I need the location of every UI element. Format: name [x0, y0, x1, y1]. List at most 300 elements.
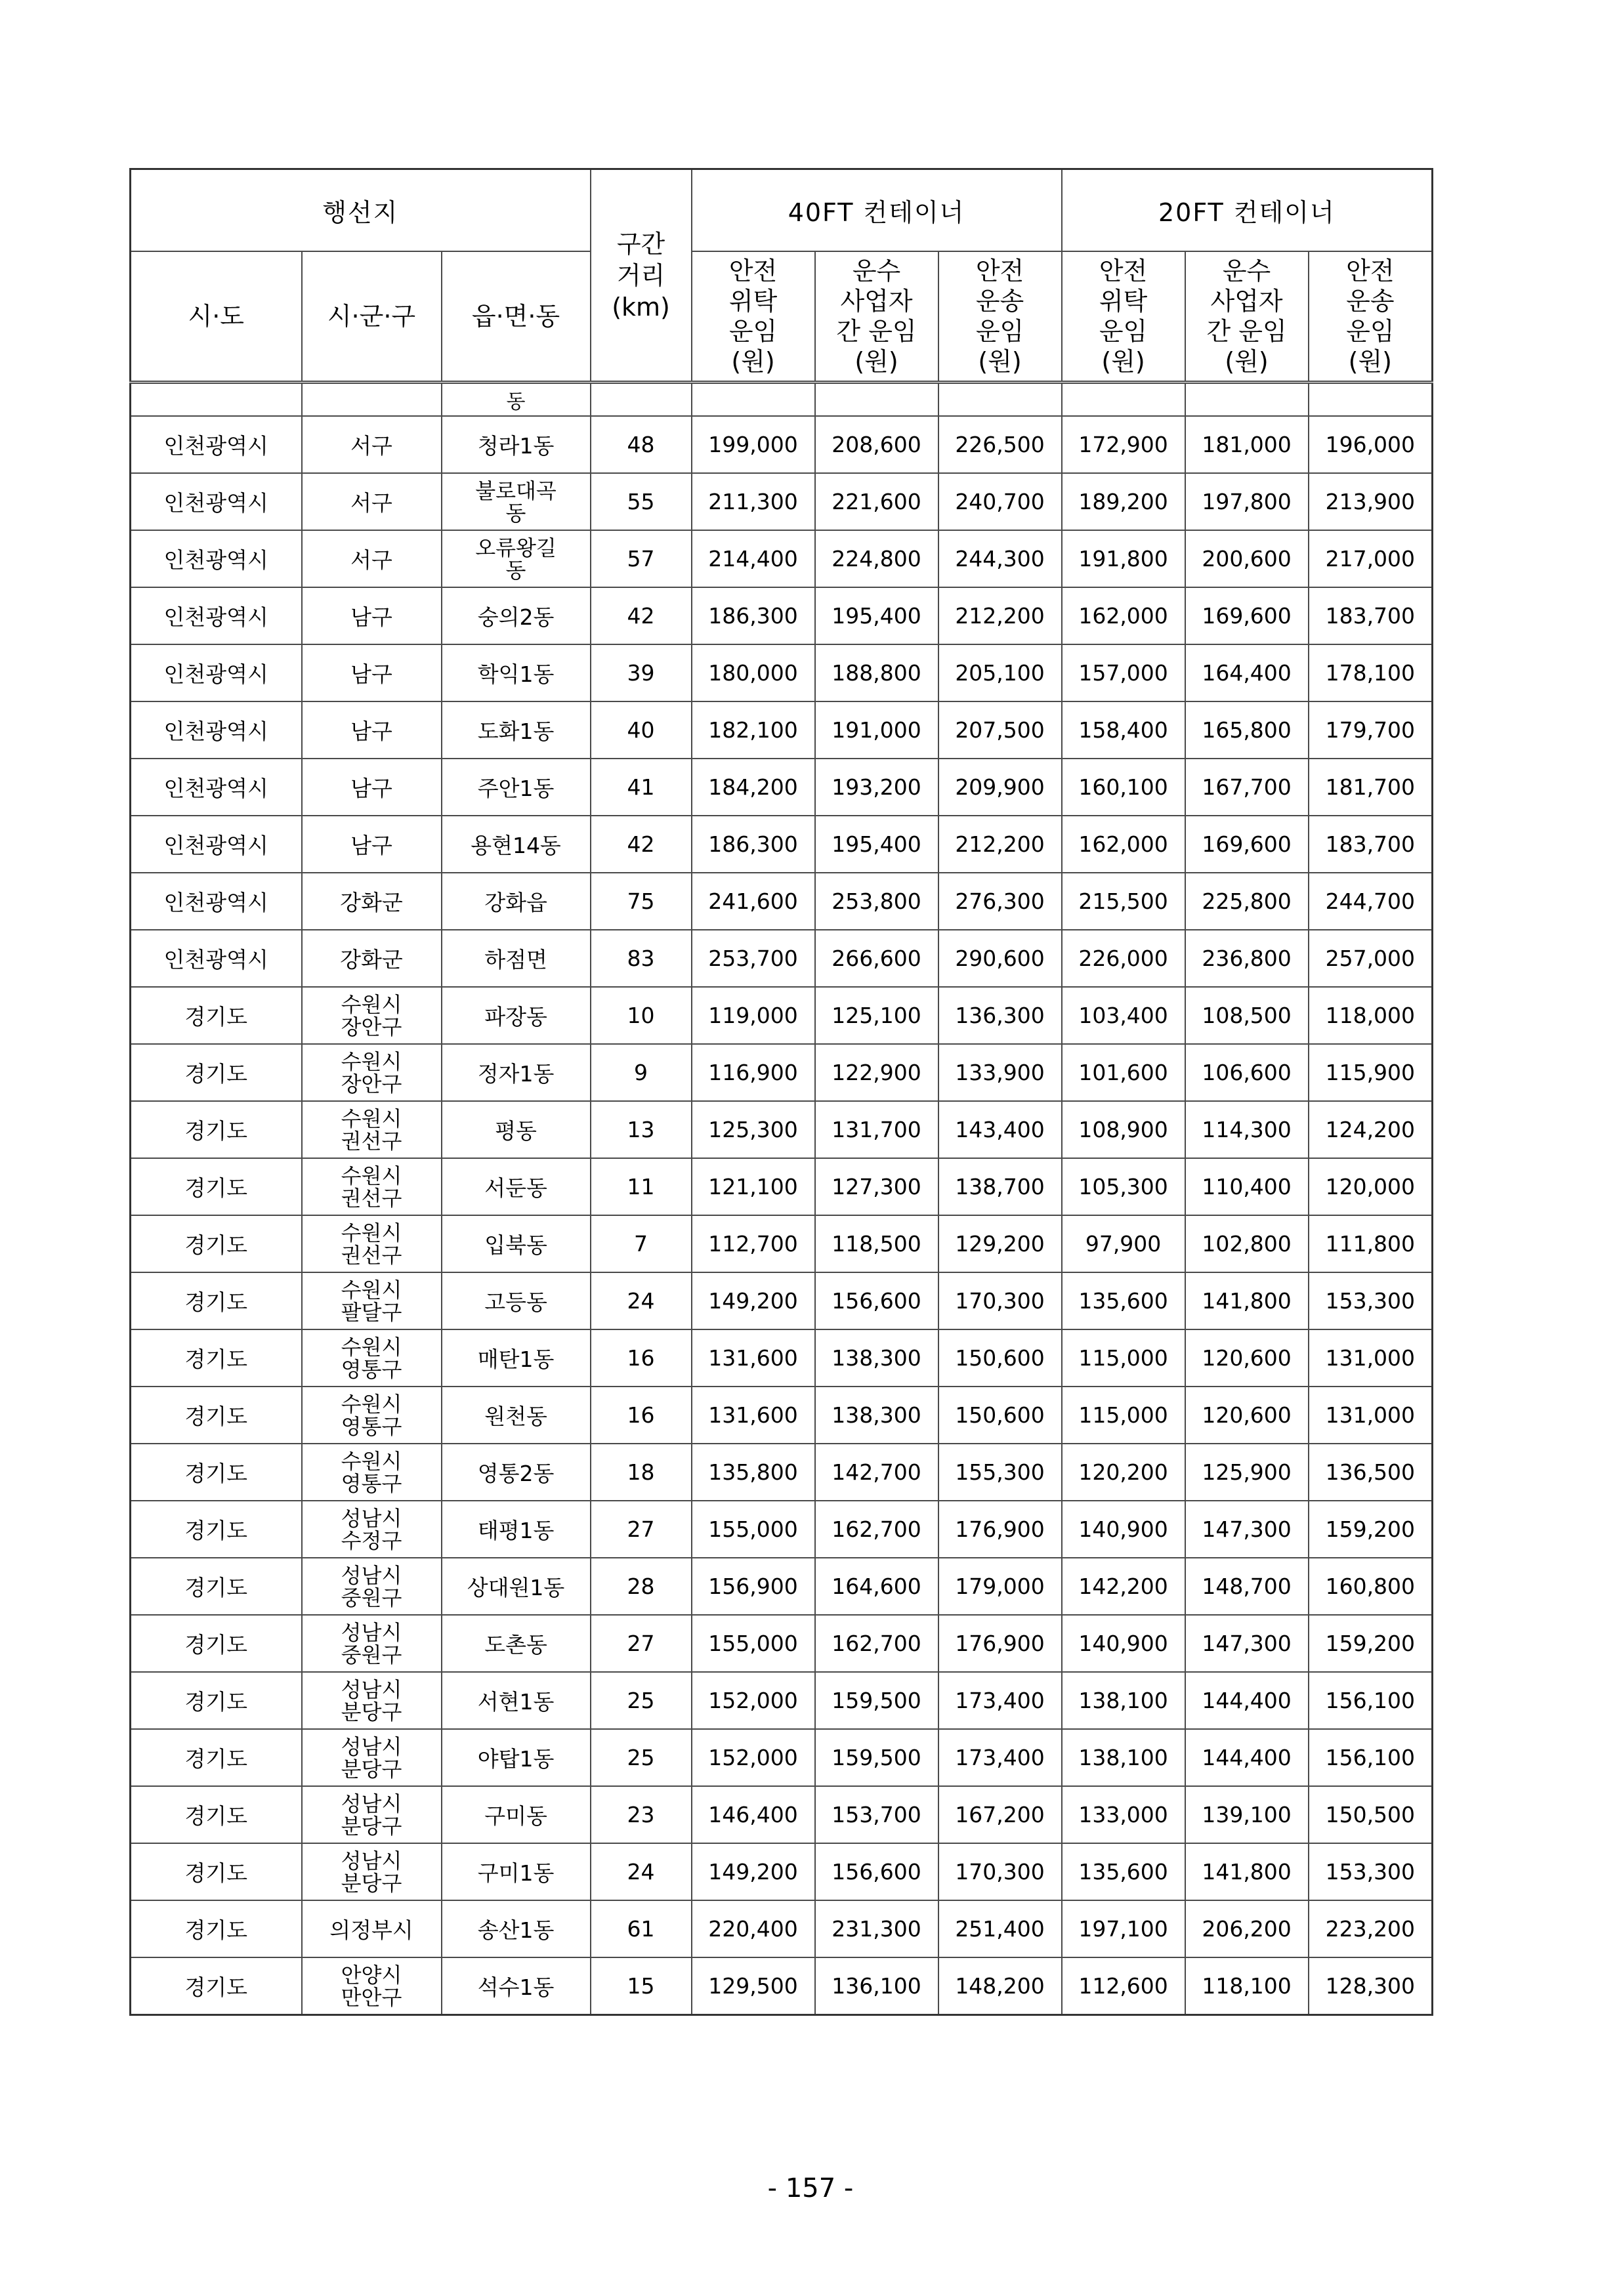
40ft-safe-transport-cell: 129,200: [938, 1215, 1062, 1272]
distance-cell: 25: [591, 1672, 692, 1729]
sido-header: 시·도: [131, 251, 302, 383]
20ft-safe-transport-cell: 179,700: [1309, 701, 1433, 759]
sigungu-cell: 수원시 권선구: [302, 1158, 442, 1215]
40ft-safe-transport-cell: 240,700: [938, 473, 1062, 530]
sido-cell: 경기도: [131, 1444, 302, 1501]
sigungu-cell: 성남시 중원구: [302, 1615, 442, 1672]
40ft-safe-consign-cell: 241,600: [692, 873, 815, 930]
table-row: [131, 1729, 1433, 1786]
40ft-safe-transport-cell: 150,600: [938, 1387, 1062, 1444]
dong-cell: 서현1동: [442, 1672, 591, 1729]
40ft-between-carriers-header: 운수 사업자 간 운임 (원): [815, 251, 938, 383]
sigungu-cell: 성남시 분당구: [302, 1672, 442, 1729]
20ft-safe-transport-cell: 183,700: [1309, 587, 1433, 644]
20ft-between-carriers-cell: 147,300: [1185, 1501, 1309, 1558]
sigungu-cell: 의정부시: [302, 1900, 442, 1957]
20ft-between-carriers-cell: 225,800: [1185, 873, 1309, 930]
20ft-between-carriers-cell: 139,100: [1185, 1786, 1309, 1843]
distance-cell: 48: [591, 416, 692, 473]
40ft-safe-consign-cell: 121,100: [692, 1158, 815, 1215]
20ft-safe-consign-cell: 120,200: [1062, 1444, 1185, 1501]
20ft-between-carriers-cell: 125,900: [1185, 1444, 1309, 1501]
table-row: [131, 1387, 1433, 1444]
20ft-safe-transport-header: 안전 운송 운임 (원): [1309, 251, 1433, 383]
distance-cell: 10: [591, 987, 692, 1044]
distance-cell: 41: [591, 759, 692, 816]
40ft-safe-transport-cell: 212,200: [938, 587, 1062, 644]
40ft-safe-transport-cell: 173,400: [938, 1672, 1062, 1729]
20ft-safe-consign-cell: 215,500: [1062, 873, 1185, 930]
20ft-between-carriers-cell: 110,400: [1185, 1158, 1309, 1215]
distance-cell: 23: [591, 1786, 692, 1843]
20ft-between-carriers-cell: 102,800: [1185, 1215, 1309, 1272]
table-body: [131, 383, 1433, 2015]
20ft-between-carriers-cell: 197,800: [1185, 473, 1309, 530]
dong-cell: 주안1동: [442, 759, 591, 816]
destination-header: 행선지: [131, 169, 591, 251]
20ft-safe-transport-cell: 244,700: [1309, 873, 1433, 930]
sido-cell: 경기도: [131, 1501, 302, 1558]
40ft-safe-transport-cell: 148,200: [938, 1957, 1062, 2015]
sigungu-cell: 남구: [302, 816, 442, 873]
40ft-between-carriers-cell: 159,500: [815, 1729, 938, 1786]
20ft-safe-consign-cell: 138,100: [1062, 1672, 1185, 1729]
table-row: [131, 1101, 1433, 1158]
distance-cell: 24: [591, 1843, 692, 1900]
sido-cell: 경기도: [131, 1786, 302, 1843]
sido-cell: 인천광역시: [131, 930, 302, 987]
20ft-between-carriers-cell: 169,600: [1185, 816, 1309, 873]
40ft-safe-consign-cell: 152,000: [692, 1672, 815, 1729]
40ft-safe-transport-cell: 179,000: [938, 1558, 1062, 1615]
20ft-between-carriers-cell: 114,300: [1185, 1101, 1309, 1158]
40ft-between-carriers-cell: 193,200: [815, 759, 938, 816]
sigungu-header: 시·군·구: [302, 251, 442, 383]
sigungu-cell: 안양시 만안구: [302, 1957, 442, 2015]
20ft-between-carriers-cell: 141,800: [1185, 1272, 1309, 1329]
sido-cell: 경기도: [131, 1957, 302, 2015]
20ft-between-carriers-cell: 181,000: [1185, 416, 1309, 473]
table-row: [131, 1444, 1433, 1501]
eupmyeondong-header: 읍·면·동: [442, 251, 591, 383]
sido-cell: 인천광역시: [131, 816, 302, 873]
20ft-safe-consign-cell: 162,000: [1062, 816, 1185, 873]
sido-cell: 경기도: [131, 1672, 302, 1729]
20ft-safe-consign-cell: 101,600: [1062, 1044, 1185, 1101]
20ft-safe-consign-cell: 97,900: [1062, 1215, 1185, 1272]
dong-cell: 학익1동: [442, 644, 591, 701]
sido-cell: 경기도: [131, 1843, 302, 1900]
40ft-safe-transport-cell: 138,700: [938, 1158, 1062, 1215]
sigungu-cell: 수원시 권선구: [302, 1215, 442, 1272]
distance-cell: 57: [591, 530, 692, 587]
20ft-between-carriers-cell: 106,600: [1185, 1044, 1309, 1101]
20ft-safe-transport-cell: 196,000: [1309, 416, 1433, 473]
20ft-between-carriers-cell: 148,700: [1185, 1558, 1309, 1615]
20ft-safe-transport-cell: 213,900: [1309, 473, 1433, 530]
40ft-safe-consign-cell: 119,000: [692, 987, 815, 1044]
table-row: [131, 930, 1433, 987]
table-row: [131, 1272, 1433, 1329]
dong-cell: 파장동: [442, 987, 591, 1044]
20ft-safe-consign-cell: 135,600: [1062, 1272, 1185, 1329]
distance-cell: 27: [591, 1615, 692, 1672]
sido-cell: 경기도: [131, 1215, 302, 1272]
40ft-safe-transport-cell: 212,200: [938, 816, 1062, 873]
40ft-between-carriers-cell: 156,600: [815, 1843, 938, 1900]
40ft-safe-consign-cell: 199,000: [692, 416, 815, 473]
sido-cell: 인천광역시: [131, 473, 302, 530]
sido-cell: 경기도: [131, 1387, 302, 1444]
20ft-safe-consign-cell: 103,400: [1062, 987, 1185, 1044]
20ft-safe-transport-cell: 153,300: [1309, 1272, 1433, 1329]
40ft-safe-transport-header: 안전 운송 운임 (원): [938, 251, 1062, 383]
40ft-safe-consign-cell: 131,600: [692, 1329, 815, 1387]
20ft-safe-consign-cell: 112,600: [1062, 1957, 1185, 2015]
20ft-safe-transport-cell: 181,700: [1309, 759, 1433, 816]
40ft-safe-transport-cell: 155,300: [938, 1444, 1062, 1501]
20ft-safe-transport-cell: 124,200: [1309, 1101, 1433, 1158]
20ft-between-carriers-cell: 165,800: [1185, 701, 1309, 759]
40ft-between-carriers-cell: 224,800: [815, 530, 938, 587]
40ft-safe-consign-cell: 131,600: [692, 1387, 815, 1444]
40ft-between-carriers-cell: 138,300: [815, 1329, 938, 1387]
distance-cell: 40: [591, 701, 692, 759]
table-row: [131, 1957, 1433, 2015]
20ft-safe-consign-cell: 108,900: [1062, 1101, 1185, 1158]
sigungu-cell: 남구: [302, 587, 442, 644]
sido-cell: 인천광역시: [131, 701, 302, 759]
40ft-between-carriers-cell: 125,100: [815, 987, 938, 1044]
20ft-safe-transport-cell: 118,000: [1309, 987, 1433, 1044]
sido-cell: 경기도: [131, 1615, 302, 1672]
distance-cell: 39: [591, 644, 692, 701]
distance-cell: 42: [591, 816, 692, 873]
40ft-between-carriers-cell: 231,300: [815, 1900, 938, 1957]
40ft-between-carriers-cell: 208,600: [815, 416, 938, 473]
40ft-safe-transport-cell: 290,600: [938, 930, 1062, 987]
20ft-safe-consign-cell: 172,900: [1062, 416, 1185, 473]
dong-cell: 하점면: [442, 930, 591, 987]
40ft-safe-consign-cell: 184,200: [692, 759, 815, 816]
table-row: [131, 759, 1433, 816]
20ft-safe-transport-cell: 160,800: [1309, 1558, 1433, 1615]
40ft-between-carriers-cell: 188,800: [815, 644, 938, 701]
sido-cell: 인천광역시: [131, 530, 302, 587]
40ft-between-carriers-cell: 138,300: [815, 1387, 938, 1444]
40ft-safe-transport-cell: 207,500: [938, 701, 1062, 759]
dong-cell: 숭의2동: [442, 587, 591, 644]
20ft-safe-transport-cell: 178,100: [1309, 644, 1433, 701]
40ft-safe-consign-cell: 155,000: [692, 1615, 815, 1672]
table-row: [131, 530, 1433, 587]
distance-cell: 25: [591, 1729, 692, 1786]
table-row: [131, 473, 1433, 530]
20ft-safe-consign-cell: 191,800: [1062, 530, 1185, 587]
40ft-safe-transport-cell: 136,300: [938, 987, 1062, 1044]
dong-cell: 청라1동: [442, 416, 591, 473]
40ft-between-carriers-cell: 162,700: [815, 1615, 938, 1672]
20ft-safe-consign-cell: 105,300: [1062, 1158, 1185, 1215]
continuation-dong: 동: [442, 383, 591, 417]
20ft-safe-consign-cell: 160,100: [1062, 759, 1185, 816]
40ft-safe-consign-cell: 180,000: [692, 644, 815, 701]
20ft-safe-transport-cell: 131,000: [1309, 1387, 1433, 1444]
40ft-safe-transport-cell: 176,900: [938, 1615, 1062, 1672]
dong-cell: 석수1동: [442, 1957, 591, 2015]
20ft-between-carriers-cell: 236,800: [1185, 930, 1309, 987]
dong-cell: 도촌동: [442, 1615, 591, 1672]
table-row: [131, 1558, 1433, 1615]
40ft-between-carriers-cell: 118,500: [815, 1215, 938, 1272]
40ft-safe-consign-cell: 116,900: [692, 1044, 815, 1101]
table-row: [131, 816, 1433, 873]
dong-cell: 강화읍: [442, 873, 591, 930]
sigungu-cell: 성남시 수정구: [302, 1501, 442, 1558]
20ft-safe-transport-cell: 128,300: [1309, 1957, 1433, 2015]
20ft-safe-consign-header: 안전 위탁 운임 (원): [1062, 251, 1185, 383]
40ft-between-carriers-cell: 164,600: [815, 1558, 938, 1615]
40ft-between-carriers-cell: 122,900: [815, 1044, 938, 1101]
40ft-safe-transport-cell: 276,300: [938, 873, 1062, 930]
20ft-safe-transport-cell: 153,300: [1309, 1843, 1433, 1900]
group-20ft-header: 20FT 컨테이너: [1062, 169, 1433, 251]
20ft-safe-transport-cell: 111,800: [1309, 1215, 1433, 1272]
sido-cell: 경기도: [131, 1900, 302, 1957]
dong-cell: 고등동: [442, 1272, 591, 1329]
table-row: [131, 1672, 1433, 1729]
sigungu-cell: 수원시 장안구: [302, 1044, 442, 1101]
20ft-between-carriers-cell: 141,800: [1185, 1843, 1309, 1900]
20ft-safe-consign-cell: 157,000: [1062, 644, 1185, 701]
distance-cell: 15: [591, 1957, 692, 2015]
page-number: - 157 -: [767, 2173, 854, 2203]
dong-cell: 송산1동: [442, 1900, 591, 1957]
distance-cell: 18: [591, 1444, 692, 1501]
40ft-between-carriers-cell: 195,400: [815, 816, 938, 873]
20ft-safe-consign-cell: 197,100: [1062, 1900, 1185, 1957]
40ft-between-carriers-cell: 195,400: [815, 587, 938, 644]
20ft-safe-consign-cell: 158,400: [1062, 701, 1185, 759]
40ft-safe-transport-cell: 173,400: [938, 1729, 1062, 1786]
20ft-safe-transport-cell: 159,200: [1309, 1501, 1433, 1558]
table-row: [131, 1501, 1433, 1558]
dong-cell: 오류왕길 동: [442, 530, 591, 587]
40ft-between-carriers-cell: 266,600: [815, 930, 938, 987]
40ft-between-carriers-cell: 153,700: [815, 1786, 938, 1843]
sigungu-cell: 성남시 분당구: [302, 1786, 442, 1843]
dong-cell: 태평1동: [442, 1501, 591, 1558]
distance-cell: 24: [591, 1272, 692, 1329]
sido-cell: 경기도: [131, 1329, 302, 1387]
sigungu-cell: 수원시 권선구: [302, 1101, 442, 1158]
20ft-safe-consign-cell: 189,200: [1062, 473, 1185, 530]
sigungu-cell: 남구: [302, 759, 442, 816]
20ft-between-carriers-cell: 167,700: [1185, 759, 1309, 816]
40ft-safe-transport-cell: 133,900: [938, 1044, 1062, 1101]
20ft-between-carriers-cell: 147,300: [1185, 1615, 1309, 1672]
distance-cell: 27: [591, 1501, 692, 1558]
20ft-between-carriers-header: 운수 사업자 간 운임 (원): [1185, 251, 1309, 383]
20ft-safe-transport-cell: 159,200: [1309, 1615, 1433, 1672]
40ft-between-carriers-cell: 131,700: [815, 1101, 938, 1158]
40ft-between-carriers-cell: 127,300: [815, 1158, 938, 1215]
sigungu-cell: 강화군: [302, 873, 442, 930]
sido-cell: 경기도: [131, 1729, 302, 1786]
sido-cell: 경기도: [131, 1044, 302, 1101]
dong-cell: 입북동: [442, 1215, 591, 1272]
40ft-between-carriers-cell: 159,500: [815, 1672, 938, 1729]
40ft-safe-consign-cell: 152,000: [692, 1729, 815, 1786]
40ft-safe-consign-cell: 112,700: [692, 1215, 815, 1272]
table-row: [131, 1786, 1433, 1843]
dong-cell: 야탑1동: [442, 1729, 591, 1786]
20ft-safe-transport-cell: 156,100: [1309, 1672, 1433, 1729]
table-row: [131, 1843, 1433, 1900]
40ft-safe-consign-cell: 125,300: [692, 1101, 815, 1158]
40ft-safe-consign-cell: 220,400: [692, 1900, 815, 1957]
20ft-safe-transport-cell: 156,100: [1309, 1729, 1433, 1786]
sigungu-cell: 수원시 영통구: [302, 1329, 442, 1387]
sido-cell: 인천광역시: [131, 644, 302, 701]
20ft-between-carriers-cell: 164,400: [1185, 644, 1309, 701]
20ft-safe-transport-cell: 131,000: [1309, 1329, 1433, 1387]
40ft-safe-consign-cell: 182,100: [692, 701, 815, 759]
40ft-safe-consign-cell: 155,000: [692, 1501, 815, 1558]
dong-cell: 상대원1동: [442, 1558, 591, 1615]
40ft-safe-transport-cell: 176,900: [938, 1501, 1062, 1558]
sigungu-cell: 강화군: [302, 930, 442, 987]
20ft-safe-consign-cell: 115,000: [1062, 1329, 1185, 1387]
table-row: [131, 587, 1433, 644]
continuation-row: [131, 383, 1433, 417]
40ft-safe-transport-cell: 209,900: [938, 759, 1062, 816]
20ft-safe-transport-cell: 217,000: [1309, 530, 1433, 587]
40ft-safe-consign-cell: 211,300: [692, 473, 815, 530]
40ft-between-carriers-cell: 136,100: [815, 1957, 938, 2015]
20ft-safe-consign-cell: 133,000: [1062, 1786, 1185, 1843]
table-row: [131, 1900, 1433, 1957]
20ft-safe-transport-cell: 257,000: [1309, 930, 1433, 987]
dong-cell: 서둔동: [442, 1158, 591, 1215]
20ft-safe-consign-cell: 162,000: [1062, 587, 1185, 644]
distance-cell: 28: [591, 1558, 692, 1615]
20ft-between-carriers-cell: 120,600: [1185, 1329, 1309, 1387]
20ft-safe-transport-cell: 223,200: [1309, 1900, 1433, 1957]
40ft-safe-transport-cell: 167,200: [938, 1786, 1062, 1843]
distance-cell: 9: [591, 1044, 692, 1101]
distance-cell: 7: [591, 1215, 692, 1272]
distance-cell: 42: [591, 587, 692, 644]
20ft-between-carriers-cell: 144,400: [1185, 1672, 1309, 1729]
40ft-between-carriers-cell: 191,000: [815, 701, 938, 759]
dong-cell: 영통2동: [442, 1444, 591, 1501]
20ft-between-carriers-cell: 108,500: [1185, 987, 1309, 1044]
table-row: [131, 1615, 1433, 1672]
sido-cell: 경기도: [131, 1558, 302, 1615]
40ft-safe-consign-cell: 186,300: [692, 816, 815, 873]
20ft-safe-consign-cell: 140,900: [1062, 1501, 1185, 1558]
table-row: [131, 1329, 1433, 1387]
20ft-between-carriers-cell: 120,600: [1185, 1387, 1309, 1444]
40ft-between-carriers-cell: 156,600: [815, 1272, 938, 1329]
dong-cell: 도화1동: [442, 701, 591, 759]
sigungu-cell: 수원시 영통구: [302, 1444, 442, 1501]
sido-cell: 경기도: [131, 1272, 302, 1329]
sigungu-cell: 서구: [302, 473, 442, 530]
20ft-between-carriers-cell: 206,200: [1185, 1900, 1309, 1957]
sigungu-cell: 수원시 장안구: [302, 987, 442, 1044]
20ft-between-carriers-cell: 169,600: [1185, 587, 1309, 644]
sido-cell: 경기도: [131, 1158, 302, 1215]
sigungu-cell: 수원시 영통구: [302, 1387, 442, 1444]
dong-cell: 원천동: [442, 1387, 591, 1444]
20ft-safe-transport-cell: 183,700: [1309, 816, 1433, 873]
20ft-between-carriers-cell: 118,100: [1185, 1957, 1309, 2015]
40ft-between-carriers-cell: 162,700: [815, 1501, 938, 1558]
20ft-safe-transport-cell: 120,000: [1309, 1158, 1433, 1215]
sigungu-cell: 성남시 중원구: [302, 1558, 442, 1615]
sido-cell: 인천광역시: [131, 587, 302, 644]
distance-cell: 55: [591, 473, 692, 530]
sigungu-cell: 남구: [302, 701, 442, 759]
sido-cell: 인천광역시: [131, 759, 302, 816]
table-row: [131, 873, 1433, 930]
40ft-safe-consign-cell: 129,500: [692, 1957, 815, 2015]
distance-cell: 16: [591, 1329, 692, 1387]
table-row: [131, 1215, 1433, 1272]
distance-cell: 75: [591, 873, 692, 930]
table-row: [131, 987, 1433, 1044]
20ft-safe-consign-cell: 138,100: [1062, 1729, 1185, 1786]
20ft-safe-transport-cell: 115,900: [1309, 1044, 1433, 1101]
dong-cell: 매탄1동: [442, 1329, 591, 1387]
40ft-safe-consign-cell: 135,800: [692, 1444, 815, 1501]
40ft-safe-consign-cell: 253,700: [692, 930, 815, 987]
dong-cell: 구미1동: [442, 1843, 591, 1900]
40ft-safe-consign-cell: 146,400: [692, 1786, 815, 1843]
dong-cell: 정자1동: [442, 1044, 591, 1101]
dong-cell: 용현14동: [442, 816, 591, 873]
distance-cell: 61: [591, 1900, 692, 1957]
20ft-safe-consign-cell: 142,200: [1062, 1558, 1185, 1615]
sigungu-cell: 성남시 분당구: [302, 1843, 442, 1900]
20ft-safe-consign-cell: 135,600: [1062, 1843, 1185, 1900]
dong-cell: 구미동: [442, 1786, 591, 1843]
40ft-safe-transport-cell: 205,100: [938, 644, 1062, 701]
40ft-safe-consign-cell: 214,400: [692, 530, 815, 587]
dong-cell: 평동: [442, 1101, 591, 1158]
40ft-safe-transport-cell: 251,400: [938, 1900, 1062, 1957]
40ft-safe-transport-cell: 150,600: [938, 1329, 1062, 1387]
40ft-between-carriers-cell: 253,800: [815, 873, 938, 930]
distance-cell: 83: [591, 930, 692, 987]
40ft-safe-transport-cell: 143,400: [938, 1101, 1062, 1158]
40ft-safe-consign-header: 안전 위탁 운임 (원): [692, 251, 815, 383]
40ft-safe-transport-cell: 170,300: [938, 1272, 1062, 1329]
40ft-safe-transport-cell: 170,300: [938, 1843, 1062, 1900]
20ft-between-carriers-cell: 144,400: [1185, 1729, 1309, 1786]
40ft-safe-consign-cell: 149,200: [692, 1843, 815, 1900]
40ft-safe-transport-cell: 226,500: [938, 416, 1062, 473]
table-row: [131, 416, 1433, 473]
group-40ft-header: 40FT 컨테이너: [692, 169, 1062, 251]
sido-cell: 경기도: [131, 987, 302, 1044]
distance-cell: 11: [591, 1158, 692, 1215]
20ft-safe-consign-cell: 115,000: [1062, 1387, 1185, 1444]
sigungu-cell: 남구: [302, 644, 442, 701]
20ft-safe-consign-cell: 226,000: [1062, 930, 1185, 987]
